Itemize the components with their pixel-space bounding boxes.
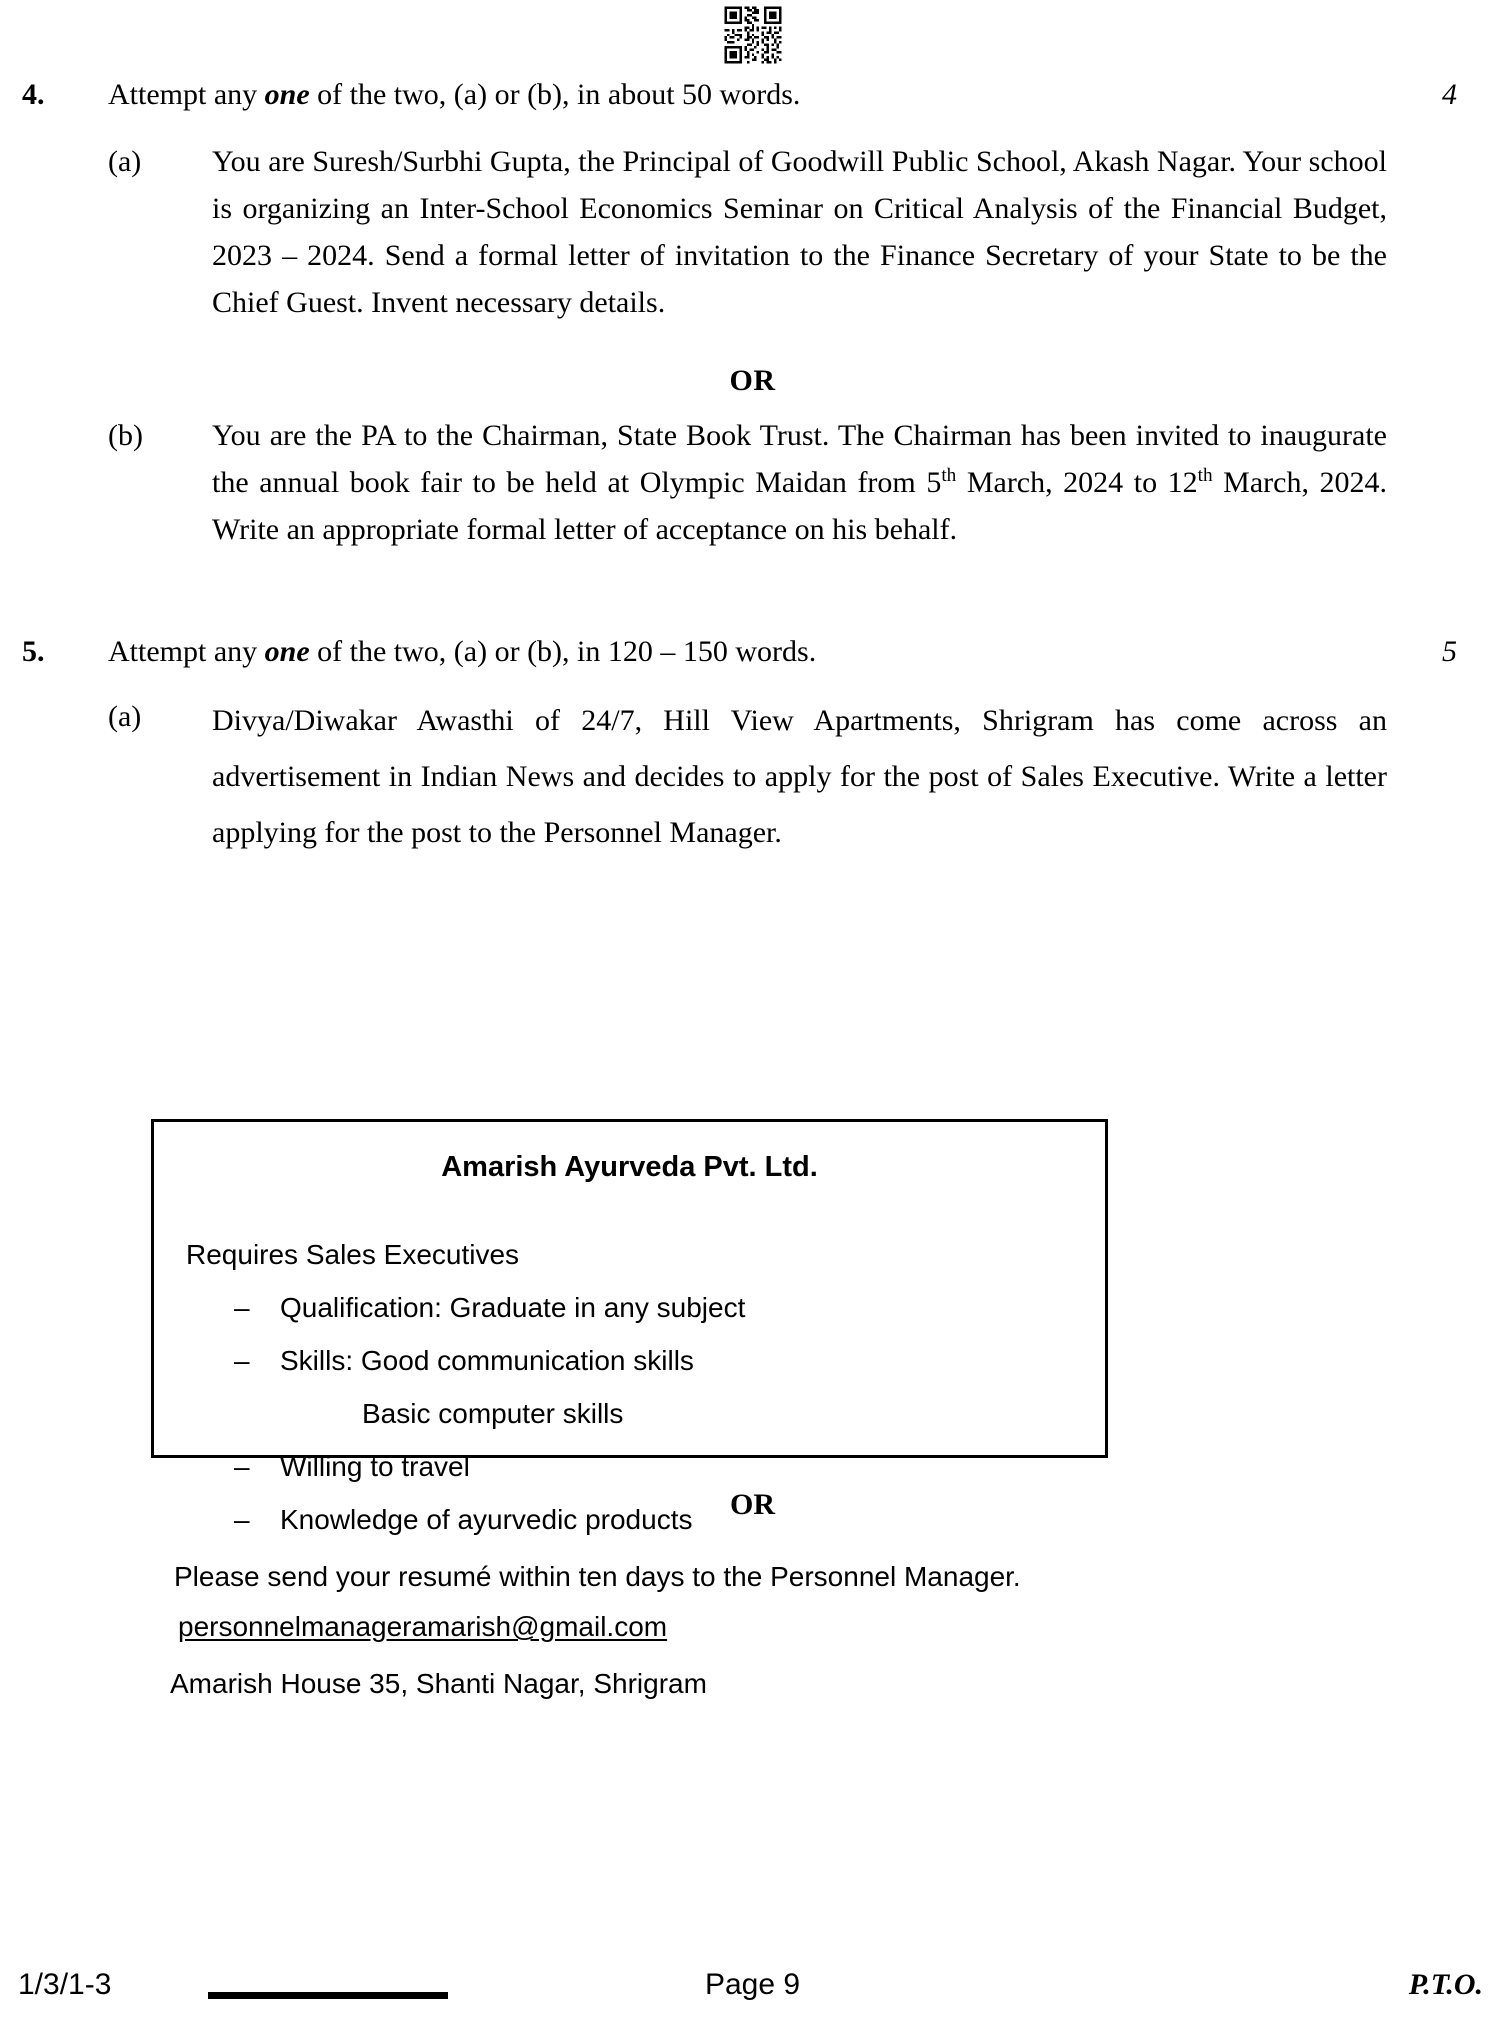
question-5-number: 5.	[22, 635, 45, 668]
question-5-part-a-text: Divya/Diwakar Awasthi of 24/7, Hill View Apartments, Shrigram has come across an advertisement in Indian News and decides to apply for the post of Sales Executive. Write a letter applying for the post to the Personnel Manager.	[212, 704, 1387, 849]
question-4-marks: 4	[1442, 78, 1457, 111]
advertisement-address: Amarish House 35, Shanti Nagar, Shrigram	[170, 1668, 707, 1699]
list-item	[234, 1451, 1105, 1483]
question-4-heading	[108, 72, 1345, 118]
list-item	[234, 1292, 1105, 1324]
question-4-part-b-ordinal-2: th	[1197, 465, 1213, 486]
dash-bullet-icon: –	[234, 1292, 250, 1323]
question-5	[0, 629, 1505, 675]
question-4	[0, 72, 1505, 118]
advertisement-title: Amarish Ayurveda Pvt. Ltd.	[441, 1151, 818, 1183]
question-4-heading-emphasis: one	[264, 78, 310, 111]
question-4-part-b-ordinal-1: th	[941, 465, 957, 486]
question-5-part-a	[0, 693, 1505, 861]
question-4-part-b-seg-1: You are the PA to the Chairman, State Book Trust. The Chairman has been invited to inaugurate the annual book fair to be held at Olympic Maidan from 5	[212, 419, 1387, 499]
question-4-number: 4.	[22, 78, 45, 111]
question-4-part-b-text	[212, 412, 1387, 553]
question-4-part-a	[0, 138, 1505, 326]
qr-code-container	[0, 4, 1505, 66]
question-5-or-separator: OR	[730, 1488, 775, 1521]
list-item-label: Skills: Good communication skills	[280, 1345, 694, 1376]
dash-bullet-icon: –	[234, 1345, 250, 1376]
question-5-marks: 5	[1442, 635, 1457, 668]
question-4-part-a-text: You are Suresh/Surbhi Gupta, the Principal of Goodwill Public School, Akash Nagar. Your school is organizing an Inter-School Economics Seminar on Critical Analysis of the Financial Budget, 2023 – 2024. Send a formal letter of invitation to the Finance Secretary of your State to be the Chief Guest. Invent necessary details.	[212, 145, 1387, 319]
question-5-heading-pre: Attempt any	[108, 635, 265, 668]
advertisement-instruction: Please send your resumé within ten days to the Personnel Manager.	[174, 1561, 1021, 1592]
advertisement-lead: Requires Sales Executives	[186, 1239, 520, 1270]
question-4-part-b-label: (b)	[108, 419, 143, 452]
list-sub-item: Basic computer skills	[362, 1398, 624, 1429]
footer-page-number: Page 9	[704, 1968, 801, 2001]
question-4-part-b-seg-2: March, 2024 to 12	[956, 466, 1198, 499]
list-item	[234, 1345, 1105, 1377]
question-4-part-b	[0, 412, 1505, 553]
list-item-label: Willing to travel	[280, 1451, 470, 1482]
dash-bullet-icon: –	[234, 1451, 250, 1482]
question-5-heading	[108, 629, 1345, 675]
question-4-part-b-seg-3: March, 2024. Write an appropriate formal letter of acceptance on his behalf.	[212, 466, 1388, 546]
list-item-label: Qualification: Graduate in any subject	[280, 1292, 746, 1323]
footer-pto-label: P.T.O.	[1408, 1968, 1483, 2001]
footer-paper-code: 1/3/1-3	[18, 1968, 112, 2001]
question-4-or-separator: OR	[729, 364, 776, 397]
question-5-part-a-label: (a)	[108, 700, 142, 733]
qr-code-icon	[722, 4, 784, 66]
page-footer	[0, 1968, 1505, 2020]
question-5-heading-emphasis: one	[264, 635, 310, 668]
question-4-heading-pre: Attempt any	[108, 78, 265, 111]
dash-bullet-icon: –	[234, 1504, 250, 1535]
question-5-heading-post: of the two, (a) or (b), in 120 – 150 words.	[309, 635, 817, 668]
question-4-part-a-label: (a)	[108, 145, 142, 178]
list-item-label: Knowledge of ayurvedic products	[280, 1504, 693, 1535]
question-4-heading-post: of the two, (a) or (b), in about 50 words.	[309, 78, 801, 111]
advertisement-email: personnelmanageramarish@gmail.com	[178, 1611, 668, 1642]
question-content	[0, 72, 1505, 861]
